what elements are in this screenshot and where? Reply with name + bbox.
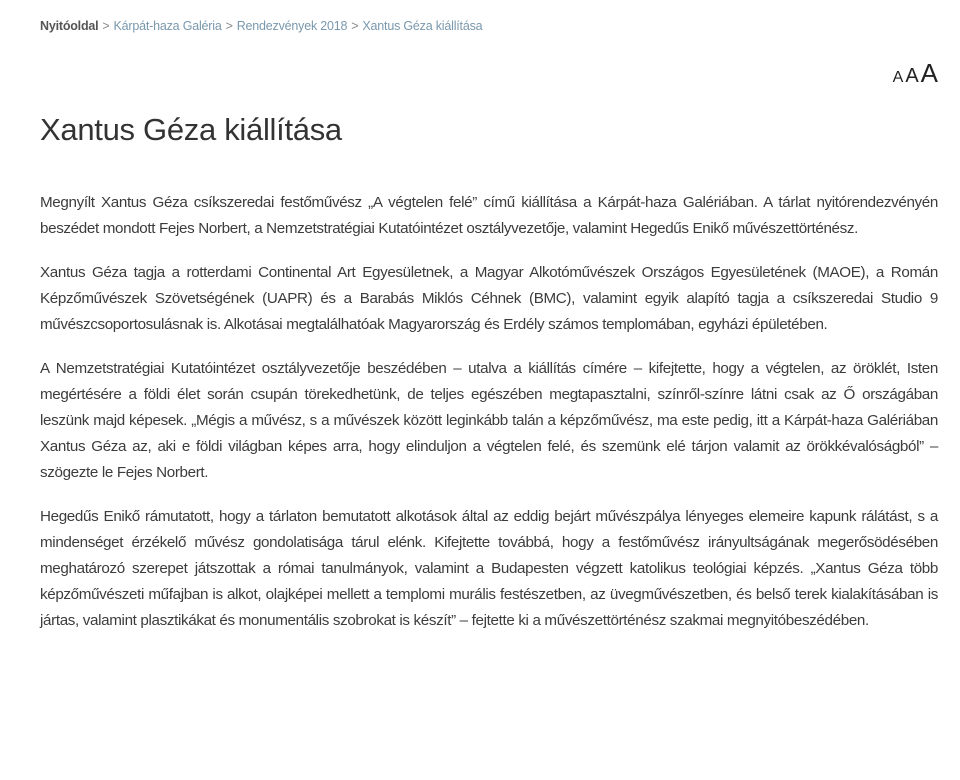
breadcrumb-separator: >	[225, 19, 233, 33]
font-size-medium-button[interactable]: A	[905, 65, 919, 87]
breadcrumb-home-link[interactable]: Nyitóoldal	[40, 19, 99, 33]
breadcrumb-separator: >	[351, 19, 359, 33]
breadcrumb-current[interactable]: Xantus Géza kiállítása	[362, 19, 483, 33]
font-size-controls	[893, 58, 938, 89]
article-body	[40, 190, 938, 652]
breadcrumb	[40, 19, 482, 33]
page-title: Xantus Géza kiállítása	[40, 112, 342, 147]
breadcrumb-link-events[interactable]: Rendezvények 2018	[236, 19, 348, 33]
article-paragraph: Megnyílt Xantus Géza csíkszeredai festőművész „A végtelen felé” című kiállítása a Kárpát-haza Galériában. A tárlat nyitórendezvényén beszédet mondott Fejes Norbert, a Nemzetstratégiai Kutatóintézet osztályvezetője, valamint Hegedűs Enikő művészettörténész.	[40, 194, 938, 237]
font-size-small-button[interactable]: A	[892, 69, 904, 86]
font-size-large-button[interactable]: A	[920, 58, 938, 88]
breadcrumb-link-gallery[interactable]: Kárpát-haza Galéria	[113, 19, 222, 33]
breadcrumb-separator: >	[102, 19, 110, 33]
article-paragraph: Xantus Géza tagja a rotterdami Continental Art Egyesületnek, a Magyar Alkotóművészek Országos Egyesületének (MAOE), a Román Képzőművészek Szövetségének (UAPR) és a Barabás Miklós Céhnek (BMC), valamint egyik alapító tagja a csíkszeredai Studio 9 művészcsoportosulásnak is. Alkotásai megtalálhatóak Magyarország és Erdély számos templomában, egyházi épületében.	[40, 264, 938, 333]
article-paragraph: Hegedűs Enikő rámutatott, hogy a tárlaton bemutatott alkotások által az eddig bejárt művészpálya lényeges elemeire kapunk rálátást, s a mindenséget érzékelő művész gondolatisága tárul elénk. Kifejtette továbbá, hogy a festőművész irányultságának megerősödésében meghatározó szerepet játszottak a római tanulmányok, valamint a Budapesten végzett katolikus teológiai képzés. „Xantus Géza több képzőművészeti műfajban is alkot, olajképei mellett a templomi murális festészetben, az üvegművészetben, és belső terek kialakításában is jártas, valamint plasztikákat és monumentális szobrokat is készít” – fejtette ki a művészettörténész szakmai megnyitóbeszédében.	[40, 508, 938, 629]
article-paragraph: A Nemzetstratégiai Kutatóintézet osztályvezetője beszédében – utalva a kiállítás címére – kifejtette, hogy a végtelen, az öröklét, Isten megértésére a földi élet során csupán törekedhetünk, de teljes egészében megtapasztalni, színről-színre látni csak az Ő országában leszünk majd képesek. „Mégis a művész, s a művészek között leginkább talán a képzőművész, ma este pedig, itt a Kárpát-haza Galériában Xantus Géza az, aki e földi világban képes arra, hogy elinduljon a végtelen felé, és szemünk elé tárjon valamit az örökkévalóságból” – szögezte le Fejes Norbert.	[40, 360, 938, 481]
